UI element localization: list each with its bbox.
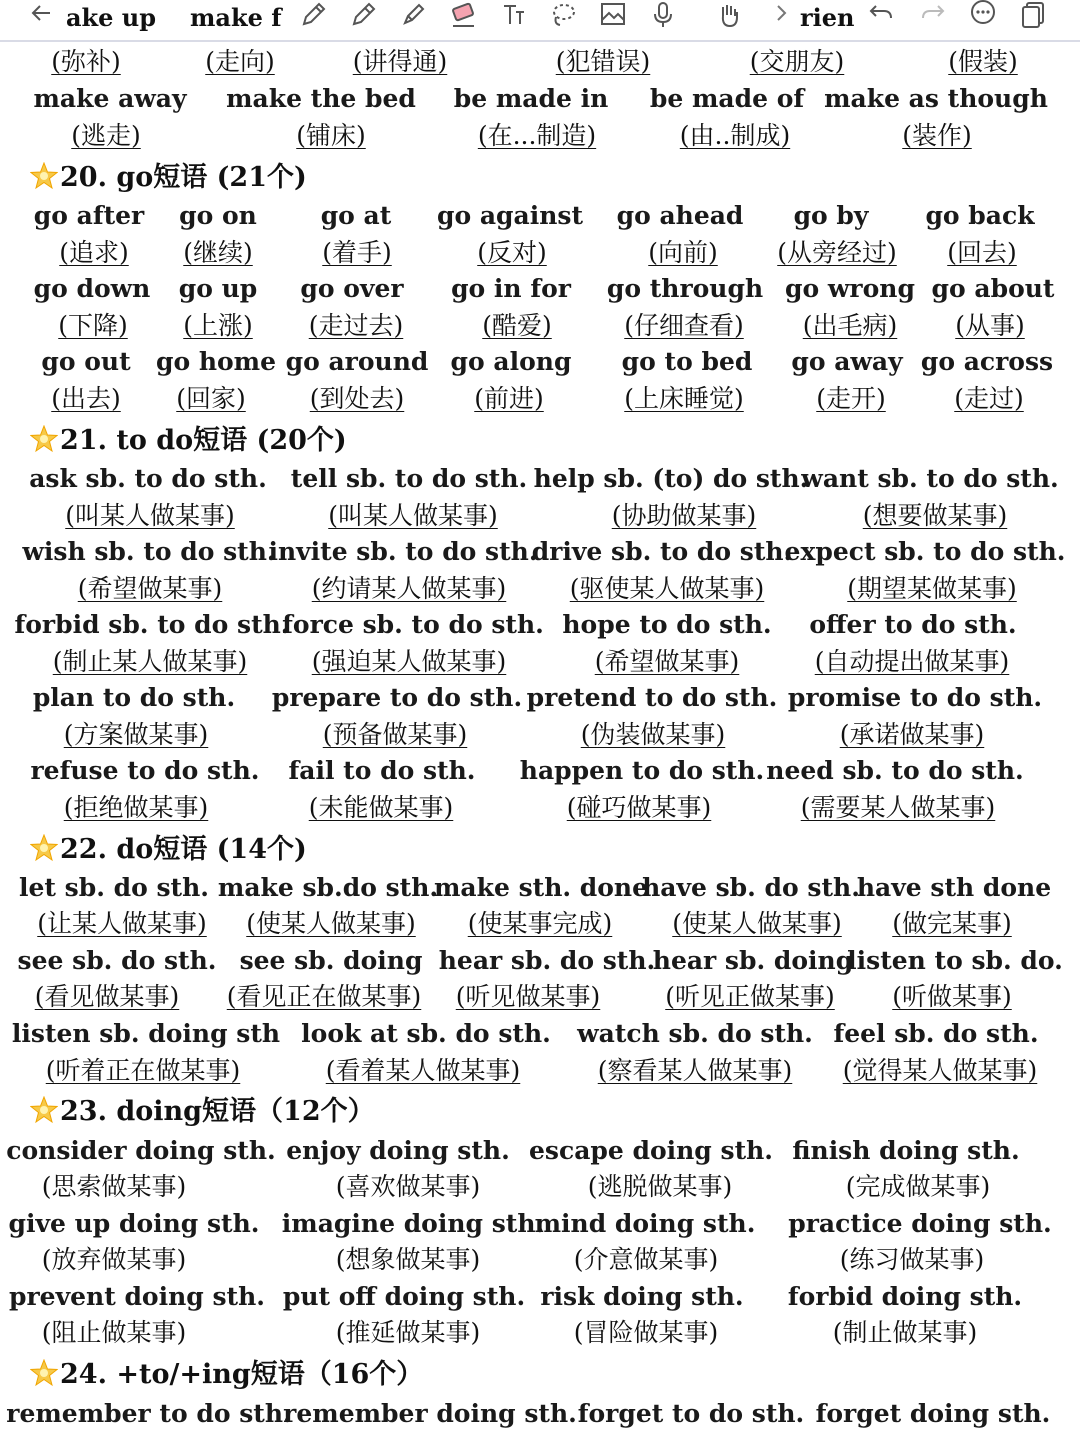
page-fragment-left-2: make f (190, 3, 282, 32)
phrase: prevent doing sth. (9, 1282, 265, 1311)
translation: (需要某人做某事) (800, 793, 996, 822)
phrase: let sb. do sth. (19, 873, 209, 902)
translation: (装作) (902, 121, 972, 150)
translation: (希望做某事) (77, 574, 223, 603)
translation: (放弃做某事) (41, 1245, 187, 1274)
translation: (前进) (474, 384, 544, 413)
phrase: offer to do sth. (809, 610, 1017, 639)
phrase: watch sb. do sth. (577, 1019, 813, 1048)
phrase: go by (793, 201, 869, 230)
phrase: make sb.do sth. (217, 873, 439, 902)
star-icon (30, 425, 58, 453)
translation: (方案做某事) (63, 720, 209, 749)
translation: (让某人做某事) (37, 909, 207, 938)
undo-icon[interactable] (864, 0, 898, 30)
star-icon (30, 1359, 58, 1387)
phrase: make as though (824, 84, 1048, 113)
translation: (约请某人做某事) (311, 574, 507, 603)
s21-row-7 (0, 717, 1080, 753)
translation: (强迫某人做某事) (311, 647, 507, 676)
translation: (阻止做某事) (41, 1318, 187, 1347)
s20-row-5 (0, 381, 1080, 417)
section-22-title: 22. do短语 (14个) (30, 831, 307, 869)
s21-row-4 (0, 607, 1080, 643)
phrase: have sb. do sth. (642, 873, 860, 902)
translation: (拒绝做某事) (63, 793, 209, 822)
s23-row-2 (0, 1206, 1080, 1242)
s22-row-4 (0, 1016, 1080, 1052)
phrase: tell sb. to do sth. (290, 464, 528, 493)
translation: (伪装做某事) (580, 720, 726, 749)
translation: (从事) (955, 311, 1025, 340)
translation: (走过去) (308, 311, 404, 340)
translation: (出毛病) (802, 311, 898, 340)
translation: (出去) (51, 384, 121, 413)
translation: (制止做某事) (832, 1318, 978, 1347)
s23-row-4 (0, 1279, 1080, 1315)
phrase: forbid sb. to do sth. (14, 610, 290, 639)
s20-row-2 (0, 271, 1080, 307)
text-tool-icon[interactable] (496, 0, 530, 30)
translation: (想要做某事) (862, 501, 1008, 530)
phrase: go across (920, 347, 1054, 376)
translation: (制止某人做某事) (52, 647, 248, 676)
image-icon[interactable] (596, 0, 630, 30)
translation: (期望某做某事) (847, 574, 1017, 603)
phrase: plan to do sth. (32, 683, 236, 712)
section-23-title: 23. doing短语（12个） (30, 1093, 375, 1131)
phrase: happen to do sth. (519, 756, 765, 785)
translation: (承诺做某事) (839, 720, 985, 749)
translation: (希望做某事) (594, 647, 740, 676)
s22-row-3 (0, 979, 1080, 1015)
phrase: look at sb. do sth. (301, 1019, 551, 1048)
s22-row-5 (0, 1053, 1080, 1089)
translation: (看见正在做某事) (226, 982, 422, 1011)
translation: (喜欢做某事) (335, 1172, 481, 1201)
phrase: want sb. to do sth. (801, 464, 1059, 493)
phrase: go along (450, 347, 572, 376)
translation: (叫某人做某事) (65, 501, 235, 530)
phrase: forget to do sth. (577, 1399, 805, 1428)
phrase: go to bed (621, 347, 753, 376)
marker-icon[interactable] (396, 0, 430, 30)
phrase: hope to do sth. (562, 610, 772, 639)
translation: (听见做某事) (455, 982, 601, 1011)
translation: (酷爱) (482, 311, 552, 340)
s21-row-5 (0, 644, 1080, 680)
s20-row-1 (0, 235, 1080, 271)
phrase: remember to do sth. (6, 1399, 292, 1428)
phrase: refuse to do sth. (30, 756, 260, 785)
s19-row-2 (0, 118, 1080, 154)
translation: (逃脱做某事) (587, 1172, 733, 1201)
translation: (介意做某事) (573, 1245, 719, 1274)
phrase: be made of (649, 84, 805, 113)
translation: (使某人做某事) (672, 909, 842, 938)
translation: (反对) (477, 238, 547, 267)
phrase: go at (320, 201, 392, 230)
s21-row-9 (0, 790, 1080, 826)
phrase: go ahead (616, 201, 744, 230)
phrase: drive sb. to do sth. (531, 537, 793, 566)
translation: (叫某人做某事) (328, 501, 498, 530)
phrase: go wrong (785, 274, 915, 303)
phrase: make sth. done (433, 873, 649, 902)
s19-row-0 (0, 44, 1080, 80)
phrase: go back (925, 201, 1035, 230)
translation: (走过) (954, 384, 1024, 413)
phrase: go around (285, 347, 429, 376)
translation: (想象做某事) (335, 1245, 481, 1274)
phrase: see sb. do sth. (17, 946, 217, 975)
s23-row-1 (0, 1169, 1080, 1205)
phrase: mind doing sth. (534, 1209, 756, 1238)
phrase: ask sb. to do sth. (29, 464, 267, 493)
translation: (由..制成) (679, 121, 791, 150)
phrase: go over (300, 274, 404, 303)
translation: (从旁经过) (777, 238, 897, 267)
phrase: forget doing sth. (815, 1399, 1051, 1428)
translation: (看见做某事) (34, 982, 180, 1011)
phrase: feel sb. do sth. (833, 1019, 1039, 1048)
phrase: imagine doing sth. (281, 1209, 545, 1238)
translation: (听做某事) (892, 982, 1012, 1011)
phrase: finish doing sth. (792, 1136, 1020, 1165)
s20-row-0 (0, 198, 1080, 234)
s22-row-1 (0, 906, 1080, 942)
s21-row-2 (0, 534, 1080, 570)
translation: (觉得某人做某事) (842, 1056, 1038, 1085)
microphone-icon[interactable] (646, 0, 680, 30)
translation: (继续) (183, 238, 253, 267)
phrase: wish sb. to do sth. (22, 537, 276, 566)
phrase: listen to sb. do. (847, 946, 1063, 975)
phrase: go up (178, 274, 258, 303)
phrase: remember doing sth. (283, 1399, 577, 1428)
phrase: go after (33, 201, 145, 230)
s19-row-1 (0, 81, 1080, 117)
phrase: give up doing sth. (8, 1209, 260, 1238)
s20-row-4 (0, 344, 1080, 380)
translation: (练习做某事) (839, 1245, 985, 1274)
translation: (冒险做某事) (573, 1318, 719, 1347)
translation: (回去) (947, 238, 1017, 267)
translation: (察看某人做某事) (597, 1056, 793, 1085)
translation: (到处去) (309, 384, 405, 413)
pen-icon[interactable] (296, 0, 330, 30)
section-20-title: 20. go短语 (21个) (30, 159, 307, 197)
translation: (回家) (176, 384, 246, 413)
translation: (做完某事) (892, 909, 1012, 938)
translation: (驱使某人做某事) (569, 574, 765, 603)
phrase: expect sb. to do sth. (784, 537, 1066, 566)
phrase: promise to do sth. (787, 683, 1043, 712)
s21-row-1 (0, 498, 1080, 534)
phrase: make the bed (226, 84, 416, 113)
translation: (看着某人做某事) (325, 1056, 521, 1085)
translation: (犯错误) (555, 47, 651, 76)
page-fragment-right: rien (800, 3, 855, 32)
translation: (碰巧做某事) (566, 793, 712, 822)
phrase: escape doing sth. (528, 1136, 774, 1165)
translation: (追求) (59, 238, 129, 267)
page-fragment-left-1: ake up (66, 3, 157, 32)
translation: (上床睡觉) (624, 384, 744, 413)
s23-row-3 (0, 1242, 1080, 1278)
phrase: have sth done (856, 873, 1052, 902)
phrase: forbid doing sth. (787, 1282, 1023, 1311)
eraser-icon[interactable] (446, 0, 480, 30)
s21-row-8 (0, 753, 1080, 789)
translation: (假装) (948, 47, 1018, 76)
translation: (听见正做某事) (665, 982, 835, 1011)
phrase: go against (436, 201, 584, 230)
phrase: invite sb. to do sth. (268, 537, 538, 566)
lasso-icon[interactable] (546, 0, 580, 30)
translation: (仔细查看) (624, 311, 744, 340)
translation: (协助做某事) (611, 501, 757, 530)
translation: (完成做某事) (845, 1172, 991, 1201)
phrase: go through (606, 274, 764, 303)
translation: (向前) (648, 238, 718, 267)
app-toolbar (0, 0, 1080, 42)
hand-icon[interactable] (712, 0, 746, 30)
translation: (使某人做某事) (246, 909, 416, 938)
s23-row-5 (0, 1315, 1080, 1351)
phrase: go down (33, 274, 151, 303)
phrase: listen sb. doing sth (11, 1019, 281, 1048)
section-21-title: 21. to do短语 (20个) (30, 422, 347, 460)
phrase: prepare to do sth. (271, 683, 523, 712)
star-icon (30, 1096, 58, 1124)
star-icon (30, 834, 58, 862)
s22-row-2 (0, 943, 1080, 979)
translation: (着手) (322, 238, 392, 267)
phrase: see sb. doing (239, 946, 423, 975)
translation: (未能做某事) (308, 793, 454, 822)
phrase: risk doing sth. (540, 1282, 744, 1311)
section-24-title: 24. +to/+ing短语（16个） (30, 1356, 423, 1394)
s24-row-0 (0, 1396, 1080, 1432)
pencil-icon[interactable] (346, 0, 380, 30)
translation: (弥补) (51, 47, 121, 76)
star-icon (30, 162, 58, 190)
phrase: put off doing sth. (282, 1282, 526, 1311)
translation: (使某事完成) (467, 909, 613, 938)
phrase: go home (155, 347, 277, 376)
translation: (走向) (205, 47, 275, 76)
phrase: be made in (453, 84, 609, 113)
translation: (思索做某事) (41, 1172, 187, 1201)
s23-row-0 (0, 1133, 1080, 1169)
translation: (逃走) (71, 121, 141, 150)
s21-row-3 (0, 571, 1080, 607)
phrase: consider doing sth. (6, 1136, 276, 1165)
phrase: go out (41, 347, 131, 376)
translation: (交朋友) (749, 47, 845, 76)
phrase: need sb. to do sth. (766, 756, 1024, 785)
translation: (预备做某事) (322, 720, 468, 749)
phrase: pretend to do sth. (526, 683, 778, 712)
translation: (自动提出做某事) (814, 647, 1010, 676)
pages-icon[interactable] (1016, 0, 1050, 30)
phrase: go on (179, 201, 257, 230)
s20-row-3 (0, 308, 1080, 344)
s22-row-0 (0, 870, 1080, 906)
translation: (上涨) (183, 311, 253, 340)
translation: (听着正在做某事) (45, 1056, 241, 1085)
translation: (推延做某事) (335, 1318, 481, 1347)
phrase: help sb. (to) do sth. (533, 464, 809, 493)
phrase: go in for (451, 274, 571, 303)
back-arrow-icon[interactable] (24, 0, 58, 30)
more-icon[interactable] (966, 0, 1000, 30)
s21-row-0 (0, 461, 1080, 497)
phrase: practice doing sth. (788, 1209, 1052, 1238)
phrase: go about (931, 274, 1055, 303)
phrase: hear sb. do sth. (438, 946, 656, 975)
phrase: enjoy doing sth. (286, 1136, 510, 1165)
chevron-right-icon[interactable] (764, 0, 798, 30)
phrase: fail to do sth. (288, 756, 476, 785)
phrase: make away (33, 84, 187, 113)
translation: (铺床) (296, 121, 366, 150)
phrase: go away (791, 347, 903, 376)
translation: (在...制造) (477, 121, 597, 150)
s21-row-6 (0, 680, 1080, 716)
phrase: hear sb. doing (652, 946, 854, 975)
translation: (走开) (816, 384, 886, 413)
translation: (下降) (58, 311, 128, 340)
redo-icon[interactable] (916, 0, 950, 30)
translation: (讲得通) (352, 47, 448, 76)
phrase: force sb. to do sth. (282, 610, 544, 639)
